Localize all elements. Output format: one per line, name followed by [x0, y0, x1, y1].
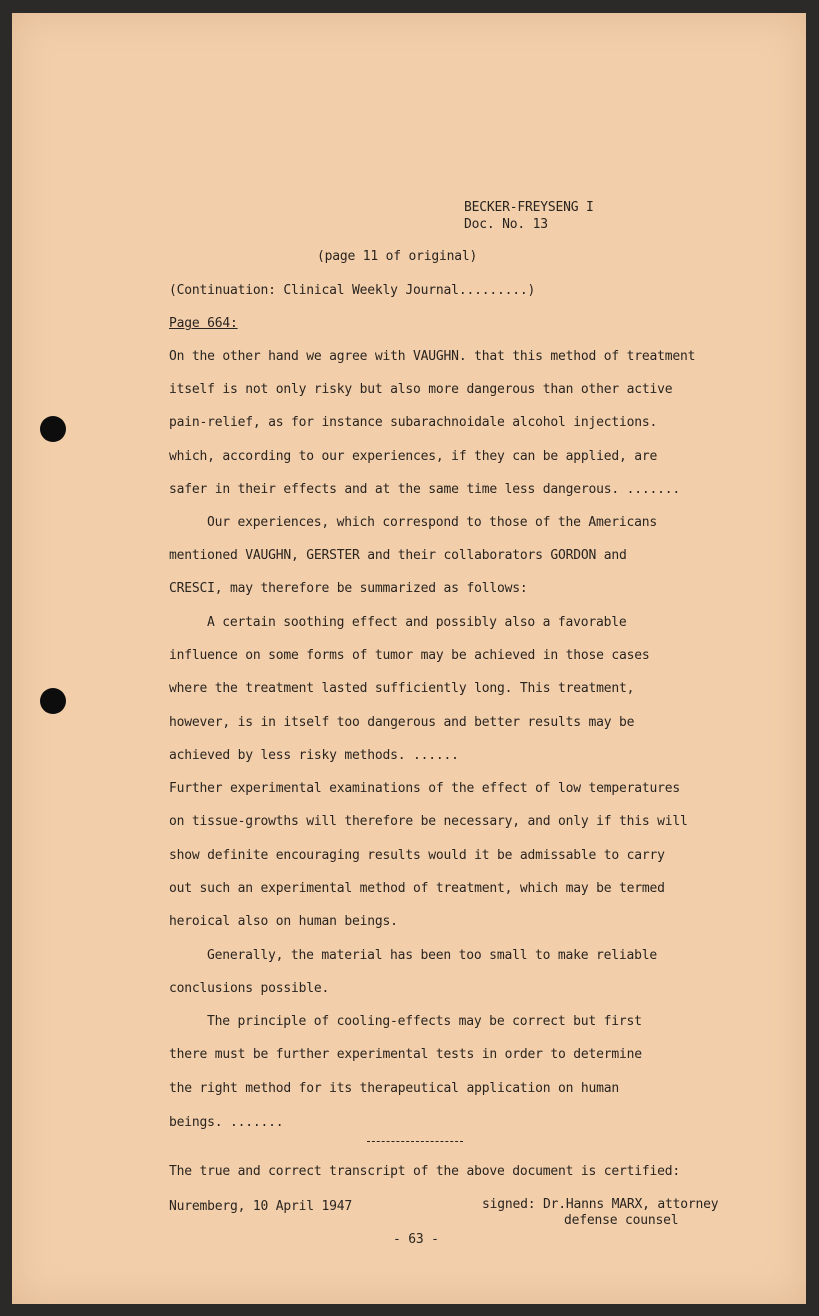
- continuation-note: (Continuation: Clinical Weekly Journal.........): [169, 283, 536, 298]
- page-label: Page 664:: [169, 316, 238, 331]
- body-line: Generally, the material has been too small to make reliable: [207, 948, 657, 963]
- section-divider: [367, 1141, 463, 1142]
- body-line: show definite encouraging results would it be admissable to carry: [169, 848, 665, 863]
- body-line: itself is not only risky but also more dangerous than other active: [169, 382, 673, 397]
- signature-role: defense counsel: [564, 1213, 679, 1228]
- body-line: the right method for its therapeutical application on human: [169, 1081, 619, 1096]
- body-line: however, is in itself too dangerous and better results may be: [169, 715, 635, 730]
- body-line: where the treatment lasted sufficiently long. This treatment,: [169, 681, 635, 696]
- body-line: on tissue-growths will therefore be necessary, and only if this will: [169, 814, 688, 829]
- body-line: The principle of cooling-effects may be correct but first: [207, 1014, 642, 1029]
- punch-hole-bottom: [40, 688, 66, 714]
- body-line: Our experiences, which correspond to those of the Americans: [207, 515, 657, 530]
- header-defendant: BECKER-FREYSENG I: [464, 200, 594, 215]
- body-line: A certain soothing effect and possibly also a favorable: [207, 615, 627, 630]
- body-line: Further experimental examinations of the effect of low temperatures: [169, 781, 680, 796]
- place-and-date: Nuremberg, 10 April 1947: [169, 1199, 353, 1214]
- body-line: safer in their effects and at the same time less dangerous. .......: [169, 482, 680, 497]
- body-line: mentioned VAUGHN, GERSTER and their collaborators GORDON and: [169, 548, 627, 563]
- certification-statement: The true and correct transcript of the above document is certified:: [169, 1164, 680, 1179]
- body-line: which, according to our experiences, if they can be applied, are: [169, 449, 658, 464]
- body-line: out such an experimental method of treatment, which may be termed: [169, 881, 665, 896]
- body-line: conclusions possible.: [169, 981, 330, 996]
- header-doc-number: Doc. No. 13: [464, 217, 548, 232]
- body-line: beings. .......: [169, 1115, 284, 1130]
- body-line: heroical also on human beings.: [169, 914, 398, 929]
- page-reference: (page 11 of original): [317, 249, 478, 264]
- punch-hole-top: [40, 416, 66, 442]
- body-line: On the other hand we agree with VAUGHN. that this method of treatment: [169, 349, 696, 364]
- body-line: achieved by less risky methods. ......: [169, 748, 459, 763]
- page-number: - 63 -: [393, 1232, 439, 1247]
- body-line: CRESCI, may therefore be summarized as follows:: [169, 581, 528, 596]
- signature-line: signed: Dr.Hanns MARX, attorney: [482, 1197, 719, 1212]
- document-page: [12, 13, 806, 1304]
- body-line: pain-relief, as for instance subarachnoidale alcohol injections.: [169, 415, 658, 430]
- body-line: influence on some forms of tumor may be achieved in those cases: [169, 648, 650, 663]
- body-line: there must be further experimental tests in order to determine: [169, 1047, 642, 1062]
